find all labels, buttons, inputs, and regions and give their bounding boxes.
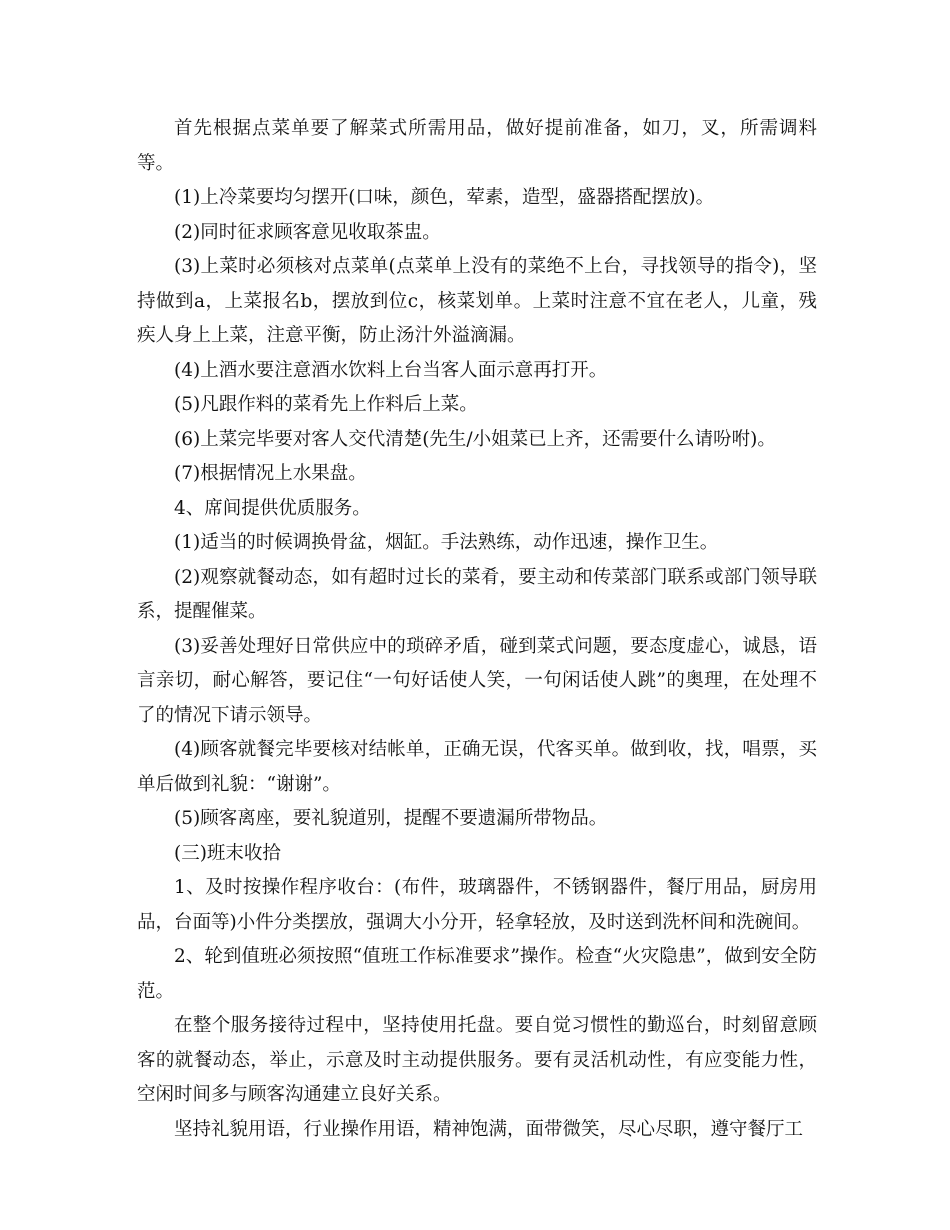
paragraph-duty-shift: 2、轮到值班必须按照“值班工作标准要求”操作。检查“火灾隐患”，做到安全防范。 — [137, 946, 817, 1002]
paragraph-dishes-complete: (6)上菜完毕要对客人交代清楚(先生/小姐菜已上齐，还需要什么请吩咐)。 — [174, 428, 776, 450]
paragraph-drinks: (4)上酒水要注意酒水饮料上台当客人面示意再打开。 — [174, 359, 608, 381]
paragraph-clear-table: 1、及时按操作程序收台：(布件，玻璃器件，不锈钢器件，餐厅用品，厨房用品，台面等)小件分类摆放，强调大小分开，轻拿轻放，及时送到洗杯间和洗碗间。 — [137, 877, 817, 933]
document-body — [137, 112, 817, 1147]
paragraph-fruit-plate: (7)根据情况上水果盘。 — [174, 463, 367, 484]
paragraph-tea-cups: (2)同时征求顾客意见收取茶盅。 — [174, 221, 441, 243]
paragraph-check-order: (3)上菜时必须核对点菜单(点菜单上没有的菜绝不上台，寻找领导的指令)，坚持做到a，上菜报名b，摆放到位c，核菜划单。上菜时注意不宜在老人，儿童，残疾人身上上菜，注意平衡，防止汤汁外溢滴漏。 — [137, 256, 817, 346]
paragraph-condiments: (5)凡跟作料的菜肴先上作料后上菜。 — [174, 394, 478, 415]
paragraph-polite-language: 坚持礼貌用语，行业操作用语，精神饱满，面带微笑，尽心尽职，遵守餐厅工 — [174, 1118, 804, 1140]
paragraph-checkout: (4)顾客就餐完毕要核对结帐单，正确无误，代客买单。做到收，找，唱票，买单后做到礼貌：“谢谢”。 — [137, 739, 817, 795]
paragraph-change-plates: (1)适当的时候调换骨盆，烟缸。手法熟练，动作迅速，操作卫生。 — [174, 532, 719, 553]
paragraph-intro: 首先根据点菜单要了解菜式所需用品，做好提前准备，如刀，叉，所需调料等。 — [137, 118, 817, 174]
paragraph-handle-issues: (3)妥善处理好日常供应中的琐碎矛盾，碰到菜式问题，要态度虚心，诚恳，语言亲切，耐心解答，要记住“一句好话使人笑，一句闲话使人跳”的奥理，在处理不了的情况下请示领导。 — [137, 635, 817, 726]
paragraph-tray-usage: 在整个服务接待过程中，坚持使用托盘。要自觉习惯性的勤巡台，时刻留意顾客的就餐动态，举止，示意及时主动提供服务。要有灵活机动性，有应变能力性，空闲时间多与顾客沟通建立良好关系。 — [137, 1015, 817, 1105]
paragraph-section-3-heading: (三)班末收拾 — [174, 842, 281, 864]
paragraph-cold-dishes: (1)上冷菜要均匀摆开(口味，颜色，荤素，造型，盛器搭配摆放)。 — [174, 187, 715, 208]
paragraph-section-4-heading: 4、席间提供优质服务。 — [174, 497, 371, 519]
paragraph-farewell: (5)顾客离座，要礼貌道别，提醒不要遗漏所带物品。 — [174, 808, 608, 829]
paragraph-observe-dining: (2)观察就餐动态，如有超时过长的菜肴，要主动和传菜部门联系或部门领导联系，提醒催菜。 — [137, 566, 817, 622]
